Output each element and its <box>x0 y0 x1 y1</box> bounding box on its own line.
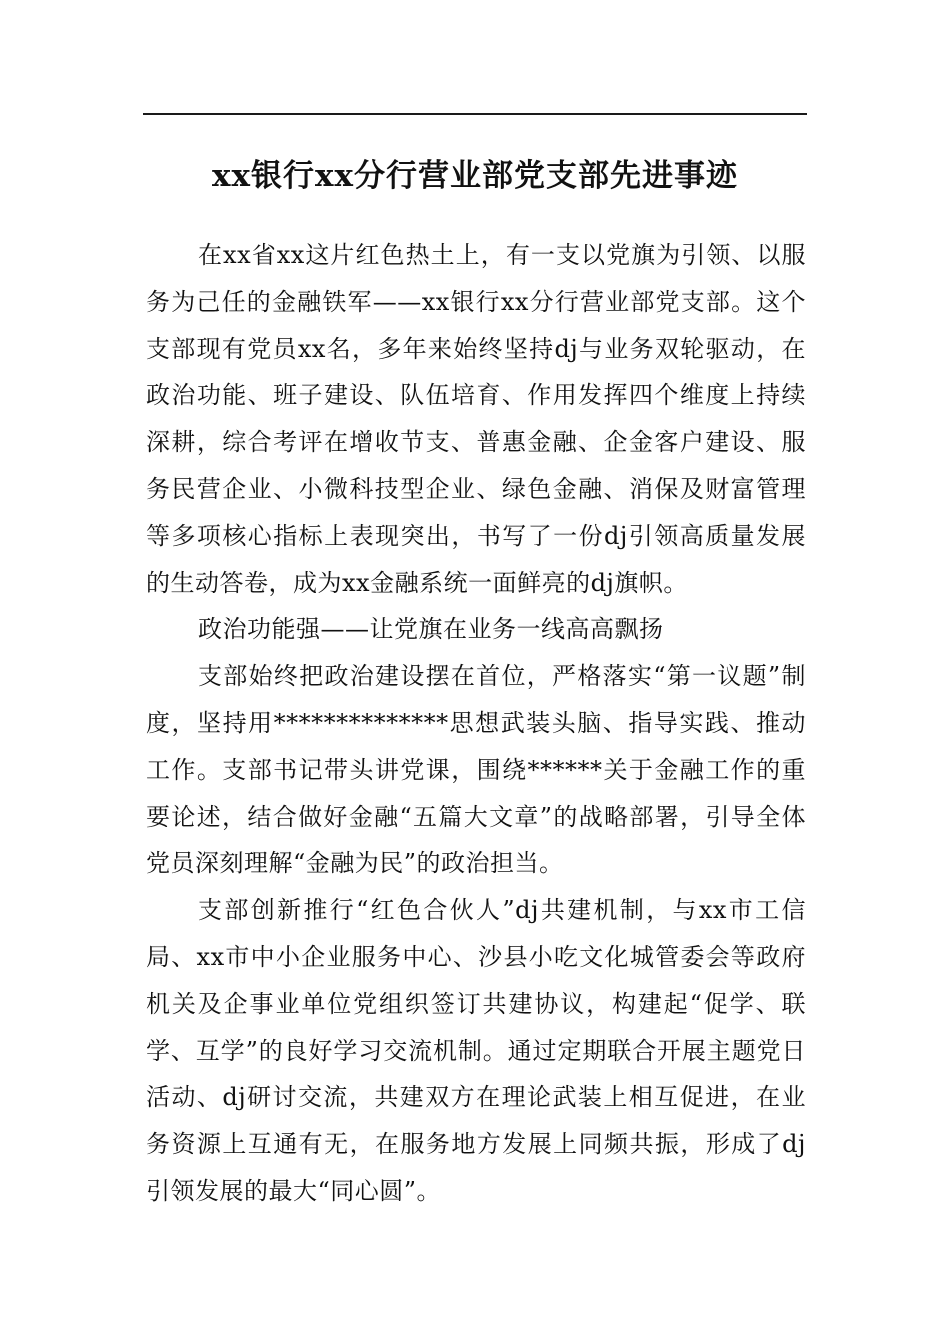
header-rule <box>143 113 807 115</box>
section-heading: 政治功能强——让党旗在业务一线高高飘扬 <box>198 615 664 644</box>
document-title: xx银行xx分行营业部党支部先进事迹 <box>212 158 738 194</box>
document-body <box>146 232 806 1215</box>
paragraph-political-building: 支部始终把政治建设摆在首位，严格落实“第一议题”制度，坚持用**************思想武装头脑、指导实践、推动工作。支部书记带头讲党课，围绕******关于金融工作的重要论述，结合做好金融“五篇大文章”的战略部署，引导全体党员深刻理解“金融为民”的政治担当。 <box>146 662 806 878</box>
paragraph-intro: 在xx省xx这片红色热土上，有一支以党旗为引领、以服务为己任的金融铁军——xx银行xx分行营业部党支部。这个支部现有党员xx名，多年来始终坚持dj与业务双轮驱动，在政治功能、班子建设、队伍培育、作用发挥四个维度上持续深耕，综合考评在增收节支、普惠金融、企金客户建设、服务民营企业、小微科技型企业、绿色金融、消保及财富管理等多项核心指标上表现突出，书写了一份dj引领高质量发展的生动答卷，成为xx金融系统一面鲜亮的dj旗帜。 <box>146 241 806 597</box>
paragraph-partnership: 支部创新推行“红色合伙人”dj共建机制，与xx市工信局、xx市中小企业服务中心、沙县小吃文化城管委会等政府机关及企事业单位党组织签订共建协议，构建起“促学、联学、互学”的良好学习交流机制。通过定期联合开展主题党日活动、dj研讨交流，共建双方在理论武装上相互促进，在业务资源上互通有无，在服务地方发展上同频共振，形成了dj引领发展的最大“同心圆”。 <box>146 896 806 1205</box>
